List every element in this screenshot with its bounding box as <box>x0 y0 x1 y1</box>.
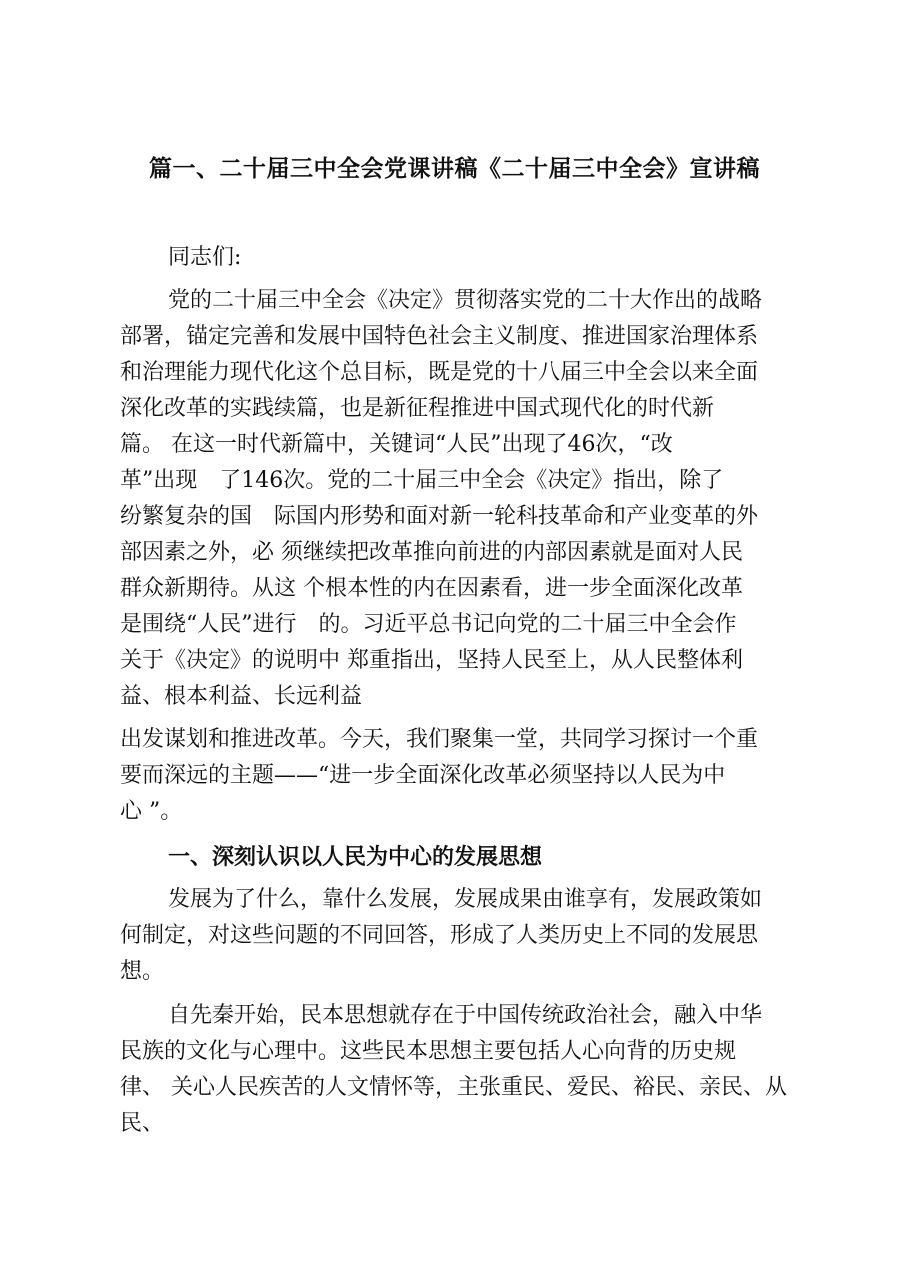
para1-line: 党的二十届三中全会《决定》贯彻落实党的二十大作出的战略 <box>168 288 763 313</box>
para3-line: 民、 <box>120 1111 165 1136</box>
document-title: 篇一、二十届三中全会党课讲稿《二十届三中全会》宣讲稿 <box>149 156 760 182</box>
para1-line: 深化改革的实践续篇，也是新征程推进中国式现代化的时代新 <box>120 396 715 421</box>
salutation: 同志们: <box>168 245 242 270</box>
para1-line: 和治理能力现代化这个总目标，既是党的十八届三中全会以来全面 <box>120 360 759 385</box>
para1-line: 革”出现 了146次。党的二十届三中全会《决定》指出，除了 <box>120 468 724 493</box>
para1-line: 要而深远的主题——“进一步全面深化改革必须坚持以人民为中 <box>120 763 726 788</box>
para1-line: 纷繁复杂的国 际国内形势和面对新一轮科技革命和产业变革的外 <box>120 504 759 529</box>
para2-line: 想。 <box>120 959 165 984</box>
para2-line: 发展为了什么，靠什么发展，发展成果由谁享有，发展政策如 <box>168 887 763 912</box>
para1-line: 篇。 在这一时代新篇中，关键词“人民”出现了46次，“改 <box>120 432 673 457</box>
para1-line: 心 ”。 <box>120 799 183 824</box>
para1-line: 群众新期待。从这 个根本性的内在因素看，进一步全面深化改革 <box>120 576 743 601</box>
para3-line: 民族的文化与心理中。这些民本思想主要包括人心向背的历史规 <box>120 1039 737 1064</box>
para1-line: 部因素之外，必 须继续把改革推向前进的内部因素就是面对人民 <box>120 540 743 565</box>
section-heading: 一、深刻认识以人民为中心的发展思想 <box>168 845 543 870</box>
para1-line: 是围绕“人民”进行 的。习近平总书记向党的二十届三中全会作 <box>120 612 737 637</box>
para2-line: 何制定，对这些问题的不同回答，形成了人类历史上不同的发展思 <box>120 923 759 948</box>
para1-line: 部署，锚定完善和发展中国特色社会主义制度、推进国家治理体系 <box>120 324 759 349</box>
para3-line: 律、 关心人民疾苦的人文情怀等，主张重民、爱民、裕民、亲民、从 <box>120 1075 787 1100</box>
para3-line: 自先秦开始，民本思想就存在于中国传统政治社会，融入中华 <box>168 1003 763 1028</box>
para1-line: 益、根本利益、长远利益 <box>120 684 363 709</box>
para1-line: 关于《决定》的说明中 郑重指出，坚持人民至上，从人民整体利 <box>120 648 743 673</box>
para1-line: 出发谋划和推进改革。今天，我们聚集一堂，共同学习探讨一个重 <box>120 727 759 752</box>
